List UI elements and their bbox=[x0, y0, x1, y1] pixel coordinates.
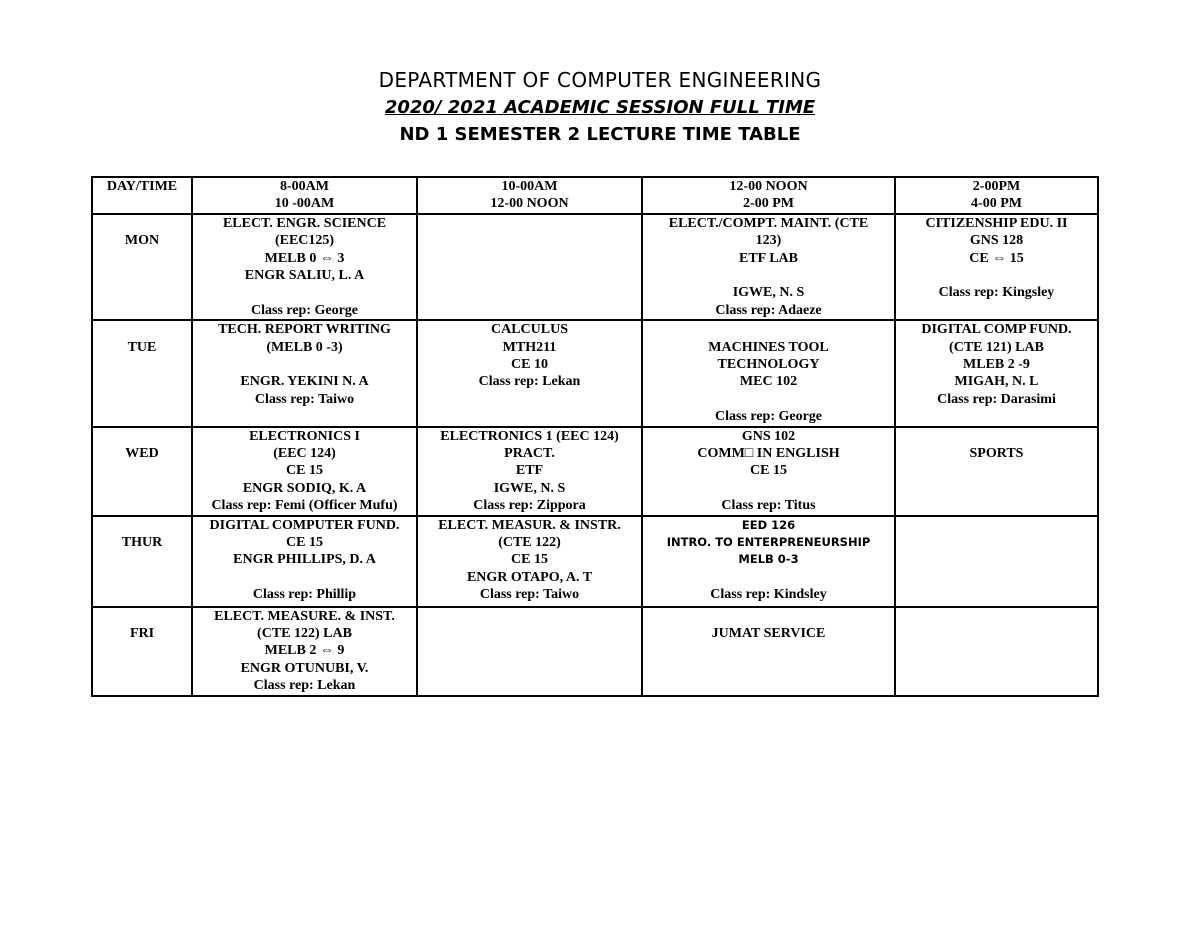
day-time-header: DAY/TIME bbox=[92, 177, 192, 214]
cell-line: CE 10 bbox=[511, 357, 548, 373]
lecture-cell bbox=[417, 427, 642, 516]
cell-line bbox=[197, 284, 412, 301]
day-label: MON bbox=[124, 233, 160, 249]
lecture-cell bbox=[192, 427, 417, 516]
cell-line: ENGR OTAPO, A. T bbox=[466, 569, 593, 585]
lecture-cell bbox=[192, 607, 417, 696]
cell-line: MTH211 bbox=[502, 339, 557, 355]
spacer bbox=[97, 215, 187, 232]
spacer bbox=[97, 321, 187, 338]
cell-line bbox=[647, 391, 890, 408]
cell-line: CE 15 bbox=[511, 552, 548, 568]
table-row bbox=[92, 214, 1098, 320]
cell-line: (CTE 122) LAB bbox=[257, 626, 352, 642]
cell-line: TECH. REPORT WRITING bbox=[218, 322, 391, 338]
lecture-cell bbox=[192, 516, 417, 607]
cell-line: Class rep: Kingsley bbox=[938, 285, 1055, 301]
lecture-cell bbox=[642, 320, 895, 426]
slot-header-4: 2-00PM 4-00 PM bbox=[895, 177, 1098, 214]
empty-cell bbox=[417, 607, 642, 696]
cell-line: (EEC 124) bbox=[273, 446, 336, 462]
empty-cell bbox=[895, 516, 1098, 607]
cell-line: Class rep: Adaeze bbox=[715, 302, 822, 318]
cell-line: ELECT./COMPT. MAINT. (CTE bbox=[668, 215, 869, 231]
cell-line: ELECT. ENGR. SCIENCE bbox=[222, 215, 387, 231]
cell-line: Class rep: George bbox=[714, 409, 823, 425]
lecture-cell bbox=[642, 607, 895, 696]
cell-line: Class rep: Femi (Officer Mufu) bbox=[211, 498, 398, 514]
slot-header-2: 10-00AM 12-00 NOON bbox=[417, 177, 642, 214]
lecture-cell bbox=[417, 320, 642, 426]
spacer bbox=[97, 428, 187, 445]
cell-line: MEC 102 bbox=[739, 374, 798, 390]
cell-line: (CTE 121) LAB bbox=[949, 339, 1044, 355]
cell-line: SPORTS bbox=[969, 446, 1024, 462]
empty-cell bbox=[417, 214, 642, 320]
cell-line: CE 15 bbox=[750, 463, 787, 479]
cell-line: CALCULUS bbox=[490, 322, 568, 338]
table-row bbox=[92, 427, 1098, 516]
cell-line: (EEC125) bbox=[274, 233, 335, 249]
cell-line: CE 15 bbox=[286, 535, 323, 551]
cell-line bbox=[900, 267, 1093, 284]
cell-line: MACHINES TOOL bbox=[708, 339, 829, 355]
slot-header-3: 12-00 NOON 2-00 PM bbox=[642, 177, 895, 214]
cell-line: Class rep: Phillip bbox=[252, 587, 357, 603]
cell-line bbox=[647, 569, 890, 586]
cell-line bbox=[647, 321, 890, 338]
cell-line: ENGR PHILLIPS, D. A bbox=[233, 552, 376, 568]
cell-line: CE ⇔ 15 bbox=[969, 250, 1024, 266]
day-cell bbox=[92, 214, 192, 320]
cell-line: Class rep: Kindsley bbox=[710, 587, 827, 603]
cell-line: ETF LAB bbox=[739, 250, 798, 266]
cell-line: ELECT. MEASURE. & INST. bbox=[214, 608, 395, 624]
day-label: WED bbox=[125, 446, 159, 462]
cell-line: MELB 0 ⇔ 3 bbox=[264, 250, 345, 266]
cell-line: IGWE, N. S bbox=[493, 480, 566, 496]
cell-line: MLEB 2 -9 bbox=[963, 357, 1030, 373]
lecture-cell bbox=[192, 214, 417, 320]
cell-line: ENGR SALIU, L. A bbox=[244, 268, 365, 284]
cell-line bbox=[197, 569, 412, 586]
lecture-cell bbox=[192, 320, 417, 426]
cell-line: ENGR. YEKINI N. A bbox=[240, 374, 369, 390]
cell-line: INTRO. TO ENTERPRENEURSHIP bbox=[666, 535, 871, 550]
cell-line: TECHNOLOGY bbox=[717, 357, 820, 373]
cell-line: ENGR OTUNUBI, V. bbox=[240, 660, 369, 676]
lecture-cell bbox=[895, 427, 1098, 516]
lecture-cell bbox=[895, 214, 1098, 320]
table-row bbox=[92, 607, 1098, 696]
department-title: DEPARTMENT OF COMPUTER ENGINEERING bbox=[378, 68, 822, 92]
cell-line: IGWE, N. S bbox=[732, 285, 805, 301]
cell-line: GNS 102 bbox=[741, 428, 796, 444]
cell-line: Class rep: Darasimi bbox=[937, 391, 1056, 407]
cell-line: ELECT. MEASUR. & INSTR. bbox=[438, 517, 621, 533]
cell-line: ELECTRONICS 1 (EEC 124) bbox=[440, 428, 619, 444]
cell-line: MELB 2 ⇔ 9 bbox=[264, 643, 345, 659]
cell-line bbox=[900, 428, 1093, 445]
cell-line: PRACT. bbox=[504, 446, 555, 462]
cell-line: Class rep: Taiwo bbox=[479, 587, 580, 603]
timetable-body bbox=[92, 177, 1098, 696]
lecture-cell bbox=[642, 427, 895, 516]
spacer bbox=[97, 608, 187, 625]
lecture-cell bbox=[642, 214, 895, 320]
cell-line: Class rep: Lekan bbox=[253, 678, 356, 694]
table-row bbox=[92, 516, 1098, 607]
day-label: THUR bbox=[121, 535, 163, 551]
timetable bbox=[91, 176, 1099, 697]
cell-line: Class rep: Taiwo bbox=[254, 391, 355, 407]
cell-line: DIGITAL COMP FUND. bbox=[921, 322, 1072, 338]
day-cell bbox=[92, 516, 192, 607]
spacer bbox=[97, 517, 187, 534]
lecture-cell bbox=[642, 516, 895, 607]
cell-line: MIGAH, N. L bbox=[954, 374, 1039, 390]
lecture-cell bbox=[417, 516, 642, 607]
cell-line: (MELB 0 -3) bbox=[266, 339, 343, 355]
cell-line: Class rep: George bbox=[250, 302, 359, 318]
cell-line: DIGITAL COMPUTER FUND. bbox=[209, 517, 400, 533]
day-label: FRI bbox=[129, 626, 155, 642]
cell-line: Class rep: Lekan bbox=[478, 374, 581, 390]
cell-line: ELECTRONICS I bbox=[249, 428, 360, 444]
slot-header-1: 8-00AM 10 -00AM bbox=[192, 177, 417, 214]
table-row bbox=[92, 320, 1098, 426]
cell-line: ETF bbox=[515, 463, 544, 479]
cell-line: COMM□ IN ENGLISH bbox=[697, 446, 840, 462]
day-label: TUE bbox=[127, 339, 157, 355]
cell-line: MELB 0-3 bbox=[738, 552, 799, 567]
cell-line bbox=[647, 267, 890, 284]
cell-line: EED 126 bbox=[741, 517, 796, 532]
cell-line: GNS 128 bbox=[969, 233, 1024, 249]
cell-line bbox=[647, 480, 890, 497]
lecture-cell bbox=[895, 320, 1098, 426]
cell-line: JUMAT SERVICE bbox=[711, 626, 826, 642]
day-cell bbox=[92, 427, 192, 516]
cell-line: CE 15 bbox=[286, 463, 323, 479]
timetable-title: ND 1 SEMESTER 2 LECTURE TIME TABLE bbox=[399, 124, 801, 145]
cell-line: (CTE 122) bbox=[498, 535, 561, 551]
cell-line: 123) bbox=[755, 233, 782, 249]
day-cell bbox=[92, 607, 192, 696]
cell-line: Class rep: Titus bbox=[721, 498, 816, 514]
session-title: 2020/ 2021 ACADEMIC SESSION FULL TIME bbox=[384, 97, 816, 118]
empty-cell bbox=[895, 607, 1098, 696]
cell-line: ENGR SODIQ, K. A bbox=[242, 480, 367, 496]
header-row bbox=[92, 177, 1098, 214]
cell-line: CITIZENSHIP EDU. II bbox=[925, 215, 1068, 231]
cell-line bbox=[197, 356, 412, 373]
day-cell bbox=[92, 320, 192, 426]
cell-line bbox=[647, 608, 890, 625]
cell-line: Class rep: Zippora bbox=[473, 498, 586, 514]
